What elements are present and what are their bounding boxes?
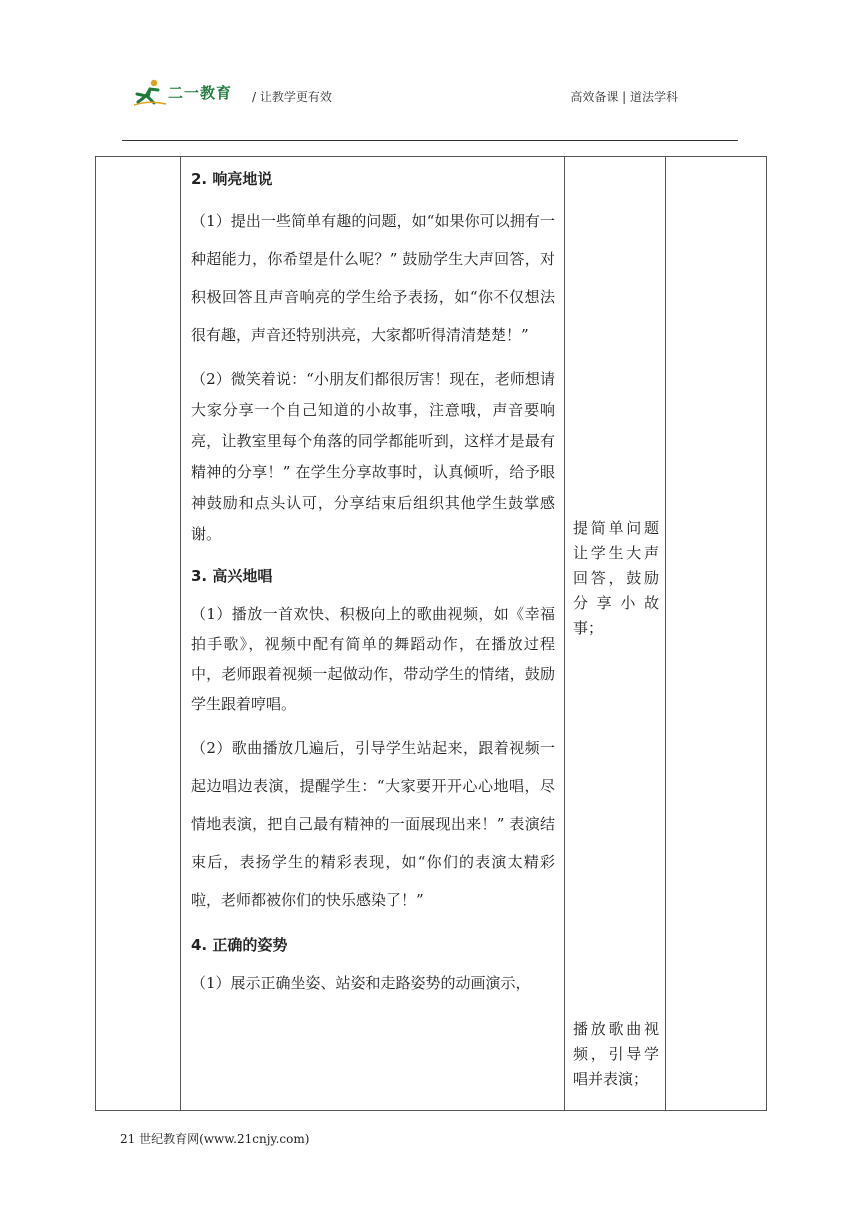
section-2-title: 2. 响亮地说 bbox=[191, 170, 273, 188]
section-4-paragraph-1: （1）展示正确坐姿、站姿和走路姿势的动画演示， bbox=[191, 974, 531, 992]
logo-text: 二一教育 bbox=[168, 84, 233, 102]
section-4-title: 4. 正确的姿势 bbox=[191, 936, 288, 954]
table-cell-activities bbox=[181, 157, 565, 1111]
table-cell-remarks bbox=[666, 157, 767, 1111]
lesson-table bbox=[95, 156, 767, 1111]
table-row bbox=[96, 157, 767, 1111]
section-2-paragraph-1: （1）提出一些简单有趣的问题，如“如果你可以拥有一种超能力，你希望是什么呢？” 鼓励学生大声回答，对积极回答且声音响亮的学生给予表扬，如“你不仅想法很有趣，声音还特别洪亮，大家都听得清清楚楚！” bbox=[191, 212, 555, 344]
activity-content bbox=[181, 157, 564, 998]
header-subject: 高效备课 | 道法学科 bbox=[570, 90, 678, 104]
table-cell-intent bbox=[565, 157, 666, 1111]
intent-note-2: 播放歌曲视频，引导学唱并表演； bbox=[573, 1020, 659, 1088]
section-2-paragraph-2: （2）微笑着说：“小朋友们都很厉害！现在，老师想请大家分享一个自己知道的小故事，注意哦，声音要响亮，让教室里每个角落的同学都能听到，这样才是最有精神的分享！” 在学生分享故事时，认真倾听，给予眼神鼓励和点头认可，分享结束后组织其他学生鼓掌感谢。 bbox=[191, 370, 555, 543]
section-3-paragraph-2: （2）歌曲播放几遍后，引导学生站起来，跟着视频一起边唱边表演，提醒学生：“大家要开开心心地唱，尽情地表演，把自己最有精神的一面展现出来！” 表演结束后，表扬学生的精彩表现，如“你们的表演太精彩啦，老师都被你们的快乐感染了！” bbox=[191, 739, 555, 909]
logo bbox=[132, 78, 247, 108]
page-header bbox=[132, 78, 738, 118]
table-cell-stage bbox=[96, 157, 181, 1111]
running-figure-icon bbox=[132, 78, 168, 108]
section-3-title: 3. 高兴地唱 bbox=[191, 567, 273, 585]
header-rule bbox=[122, 140, 738, 141]
section-3-paragraph-1: （1）播放一首欢快、积极向上的歌曲视频，如《幸福拍手歌》，视频中配有简单的舞蹈动作，在播放过程中，老师跟着视频一起做动作，带动学生的情绪，鼓励学生跟着哼唱。 bbox=[191, 605, 555, 713]
header-slogan: / 让教学更有效 bbox=[252, 90, 332, 104]
page-footer: 21 世纪教育网(www.21cnjy.com) bbox=[120, 1132, 310, 1146]
intent-note-1: 提简单问题让学生大声回答，鼓励分享小故事； bbox=[573, 519, 659, 637]
